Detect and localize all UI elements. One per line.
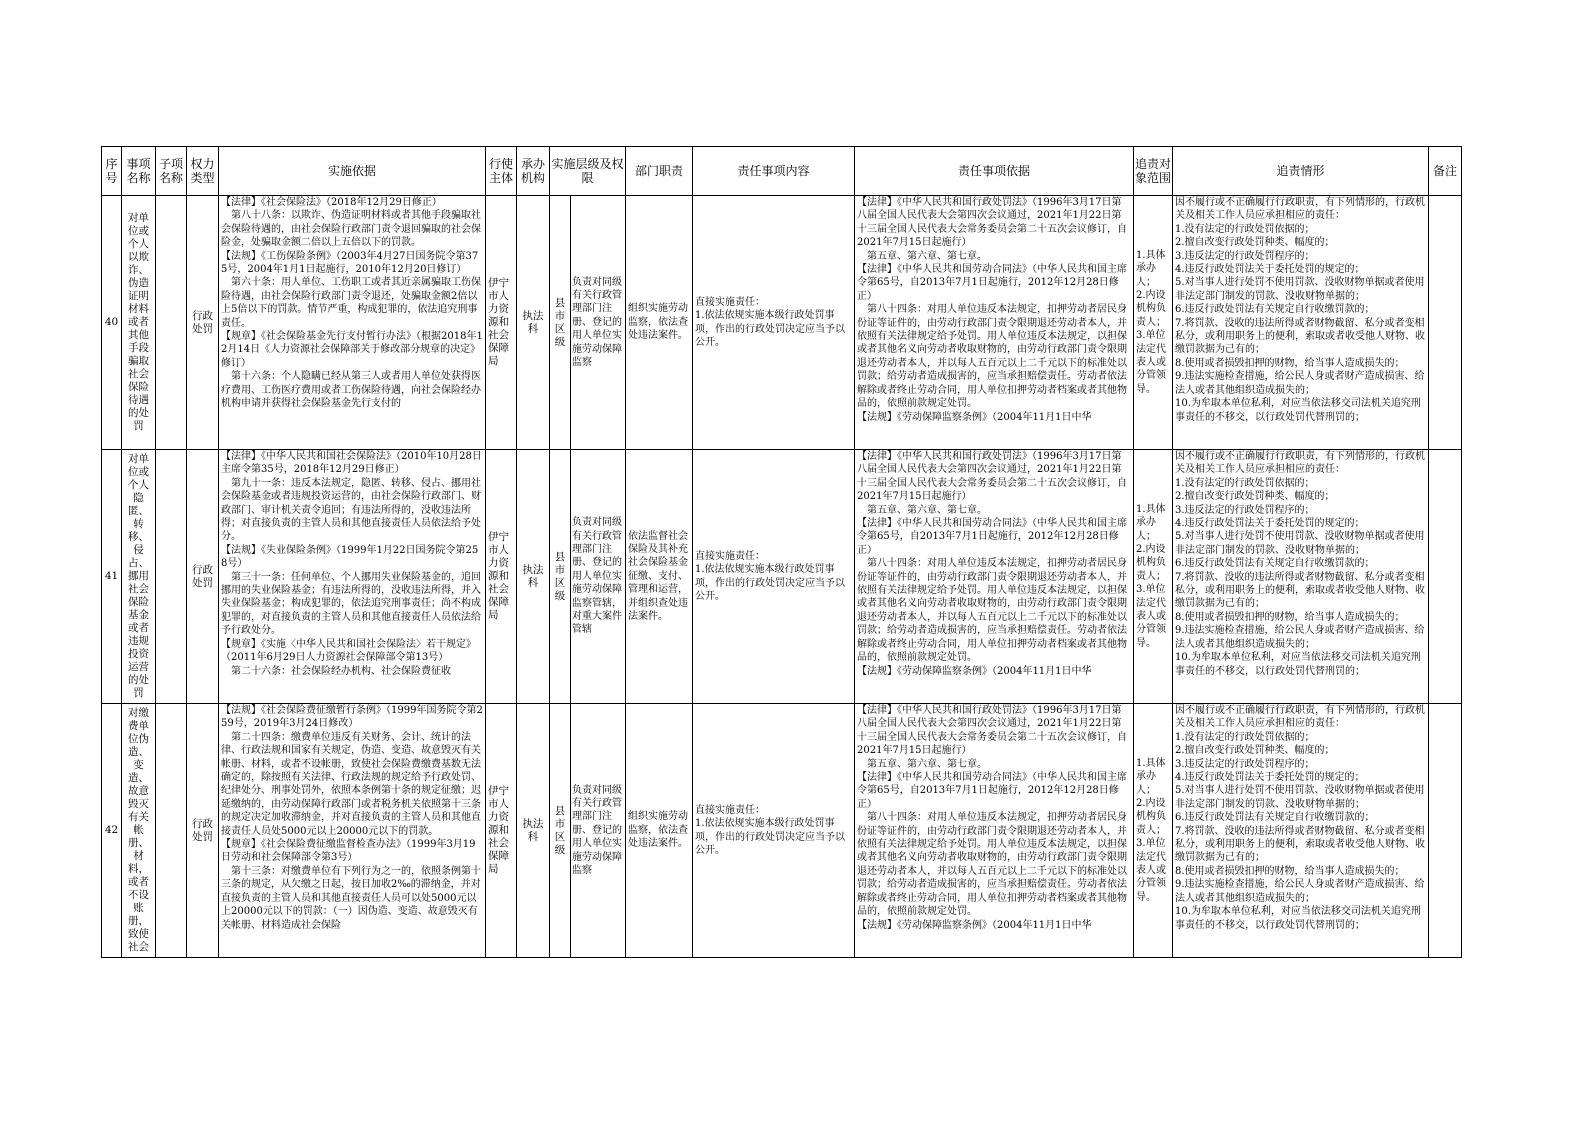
header-row bbox=[102, 147, 1462, 196]
header-cell: 责任事项内容 bbox=[693, 147, 855, 196]
responsibility-basis: 【法律】《中华人民共和国行政处罚法》（1996年3月17日第八届全国人民代表大会第四次会议通过，2021年1月22日第十三届全国人民代表大会常务委员会第二十五次会议修订，自2021年7月15日起施行） 第五章、第六章、第七章。 【法律】《中华人民共和国劳动合同法》（中华人民共和国主席令第65号，自2013年7月1日起施行，2012年12月28日修正） 第八十四条：对用人单位违反本法规定，扣押劳动者居民身份证等证件的，由劳动行政部门责令限期退还劳动者本人，并依照有关法律规定给予处罚。用人单位违反本法规定，以担保或者其他名义向劳动者收取财物的，由劳动行政部门责令限期退还劳动者本人，并以每人五百元以上二千元以下的标准处以罚款；给劳动者造成损害的，应当承担赔偿责任。劳动者依法解除或者终止劳动合同，用人单位扣押劳动者档案或者其他物品的，依照前款规定处罚。 【法规】《劳动保障监察条例》（2004年11月1日中华 bbox=[857, 197, 1127, 423]
handling-agency: 执法科 bbox=[522, 817, 544, 843]
header-cell: 权力类型 bbox=[187, 147, 219, 196]
responsibility-content: 直接实施责任： 1.依法依规实施本级行政处罚事项，作出的行政处罚决定应当予以公开。 bbox=[695, 804, 845, 856]
accountability-situation: 因不履行或不正确履行行政职责，有下列情形的，行政机关及相关工作人员应承担相应的责任： 1.没有法定的行政处罚依据的； 2.擅自改变行政处罚种类、幅度的； 3.违反法定的行政处罚程序的； 4.违反行政处罚法关于委托处罚的规定的； 5.对当事人进行处罚不使用罚款、没收财物单据或者使用非法定部门制发的罚款、没收财物单据的； 6.违反行政处罚法有关规定自行收缴罚款的； 7.将罚款、没收的违法所得或者财物截留、私分或者变相私分，或利用职务上的便利，索取或者收受他人财物、收缴罚款据为己有的； 8.使用或者损毁扣押的财物，给当事人造成损失的； 9.违法实施检查措施，给公民人身或者财产造成损害、给法人或者其他组织造成损失的； 10.为牟取本单位私利，对应当依法移交司法机关追究刑事责任的不移交，以行政处罚代替刑罚的； bbox=[1175, 451, 1425, 677]
responsibility-table bbox=[101, 146, 1462, 958]
header-cell: 备注 bbox=[1429, 147, 1462, 196]
implementation-level: 县市区级 bbox=[554, 804, 566, 856]
level-duty: 负责对同级有关行政管理部门注册、登记的用人单位实施劳动保障监察管辖，对重大案件管辖 bbox=[572, 517, 622, 636]
handling-agency: 执法科 bbox=[522, 309, 544, 335]
header-cell: 追责情形 bbox=[1173, 147, 1429, 196]
remarks bbox=[1429, 450, 1461, 703]
responsibility-basis: 【法律】《中华人民共和国行政处罚法》（1996年3月17日第八届全国人民代表大会第四次会议通过，2021年1月22日第十三届全国人民代表大会常务委员会第二十五次会议修订，自2021年7月15日起施行） 第五章、第六章、第七章。 【法律】《中华人民共和国劳动合同法》（中华人民共和国主席令第65号，自2013年7月1日起施行，2012年12月28日修正） 第八十四条：对用人单位违反本法规定，扣押劳动者居民身份证等证件的，由劳动行政部门责令限期退还劳动者本人，并依照有关法律规定给予处罚。用人单位违反本法规定，以担保或者其他名义向劳动者收取财物的，由劳动行政部门责令限期退还劳动者本人，并以每人五百元以上二千元以下的标准处以罚款；给劳动者造成损害的，应当承担赔偿责任。劳动者依法解除或者终止劳动合同，用人单位扣押劳动者档案或者其他物品的，依照前款规定处罚。 【法规】《劳动保障监察条例》（2004年11月1日中华 bbox=[857, 451, 1127, 677]
power-type: 行政处罚 bbox=[192, 563, 213, 589]
header-cell: 追责对象范围 bbox=[1134, 147, 1173, 196]
table-row bbox=[102, 704, 1462, 958]
item-name: 对单位或个人隐匿、转移、侵占、挪用社会保险基金或者违规投资运营的处罚 bbox=[128, 453, 149, 699]
row-number: 42 bbox=[104, 824, 119, 836]
power-type: 行政处罚 bbox=[192, 309, 213, 335]
department-duty: 依法监督社会保险及其补充社会保险基金征缴、支付、管理和运营，并组织查处违法案件。 bbox=[628, 530, 688, 623]
accountability-target: 1.具体承办人； 2.内设机构负责人； 3.单位法定代表人或分管领导。 bbox=[1136, 503, 1166, 649]
accountability-situation: 因不履行或不正确履行行政职责，有下列情形的，行政机关及相关工作人员应承担相应的责任： 1.没有法定的行政处罚依据的； 2.擅自改变行政处罚种类、幅度的； 3.违反法定的行政处罚程序的； 4.违反行政处罚法关于委托处罚的规定的； 5.对当事人进行处罚不使用罚款、没收财物单据或者使用非法定部门制发的罚款、没收财物单据的； 6.违反行政处罚法有关规定自行收缴罚款的； 7.将罚款、没收的违法所得或者财物截留、私分或者变相私分，或利用职务上的便利，索取或者收受他人财物、收缴罚款据为己有的； 8.使用或者损毁扣押的财物，给当事人造成损失的； 9.违法实施检查措施，给公民人身或者财产造成损害、给法人或者其他组织造成损失的； 10.为牟取本单位私利，对应当依法移交司法机关追究刑事责任的不移交，以行政处罚代替刑罚的； bbox=[1175, 197, 1425, 423]
header-cell: 实施依据 bbox=[219, 147, 486, 196]
header-cell: 事项名称 bbox=[122, 147, 156, 196]
header-cell: 子项名称 bbox=[156, 147, 187, 196]
table-row bbox=[102, 450, 1462, 704]
header-cell: 实施层级及权限 bbox=[550, 147, 626, 196]
item-name: 对缴费单位伪造、变造、故意毁灭有关帐册、材料，或者不设账册，致使社会 bbox=[128, 707, 149, 953]
legal-basis: 【法规】《社会保险费征缴暂行条例》（1999年国务院令第259号，2019年3月24日修改） 第二十四条：缴费单位违反有关财务、会计、统计的法律、行政法规和国家有关规定，伪造、变造、故意毁灭有关帐册、材料，或者不设帐册，致使社会保险费缴费基数无法确定的，除按照有关法律、行政法规的规定给予行政处罚、纪律处分、刑事处罚外，依照本条例第十条的规定征缴；迟延缴纳的，由劳动保障行政部门或者税务机关依照第十三条的规定决定加收滞纳金，并对直接负责的主管人员和其他直接责任人员处5000元以上20000元以下的罚款。 【规章】《社会保险费征缴监督检查办法》（1999年3月19日劳动和社会保障部令第3号） 第十三条：对缴费单位有下列行为之一的，依照条例第十三条的规定，从欠缴之日起，按日加收2‰的滞纳金，并对直接负责的主管人员和其他直接责任人员可以处5000元以上20000元以下的罚款：（一）因伪造、变造、故意毁灭有关帐册、材料造成社会保险 bbox=[221, 705, 483, 931]
accountability-target: 1.具体承办人； 2.内设机构负责人； 3.单位法定代表人或分管领导。 bbox=[1136, 249, 1166, 395]
department-duty: 组织实施劳动监察，依法查处违法案件。 bbox=[628, 303, 688, 342]
exercising-subject: 伊宁市人力资源和社会保障局 bbox=[488, 531, 509, 621]
responsibility-basis: 【法律】《中华人民共和国行政处罚法》（1996年3月17日第八届全国人民代表大会第四次会议通过，2021年1月22日第十三届全国人民代表大会常务委员会第二十五次会议修订，自2021年7月15日起施行） 第五章、第六章、第七章。 【法律】《中华人民共和国劳动合同法》（中华人民共和国主席令第65号，自2013年7月1日起施行，2012年12月28日修正） 第八十四条：对用人单位违反本法规定，扣押劳动者居民身份证等证件的，由劳动行政部门责令限期退还劳动者本人，并依照有关法律规定给予处罚。用人单位违反本法规定，以担保或者其他名义向劳动者收取财物的，由劳动行政部门责令限期退还劳动者本人，并以每人五百元以上二千元以下的标准处以罚款；给劳动者造成损害的，应当承担赔偿责任。劳动者依法解除或者终止劳动合同，用人单位扣押劳动者档案或者其他物品的，依照前款规定处罚。 【法规】《劳动保障监察条例》（2004年11月1日中华 bbox=[857, 705, 1127, 931]
implementation-level: 县市区级 bbox=[554, 296, 566, 348]
row-number: 41 bbox=[104, 570, 119, 582]
accountability-target: 1.具体承办人； 2.内设机构负责人； 3.单位法定代表人或分管领导。 bbox=[1136, 757, 1166, 903]
item-name: 对单位或个人以欺诈、伪造证明材料或者其他手段骗取社会保险待遇的处罚 bbox=[128, 212, 149, 432]
department-duty: 组织实施劳动监察，依法查处违法案件。 bbox=[628, 811, 688, 850]
exercising-subject: 伊宁市人力资源和社会保障局 bbox=[488, 785, 509, 875]
remarks bbox=[1429, 196, 1461, 449]
table-row bbox=[102, 196, 1462, 450]
level-duty: 负责对同级有关行政管理部门注册、登记的用人单位实施劳动保障监察 bbox=[572, 784, 622, 877]
responsibility-content: 直接实施责任： 1.依法依规实施本级行政处罚事项，作出的行政处罚决定应当予以公开。 bbox=[695, 296, 845, 348]
legal-basis: 【法律】《中华人民共和国社会保险法》（2010年10月28日主席令第35号，2018年12月29日修正） 第九十一条：违反本法规定，隐匿、转移、侵占、挪用社会保险基金或者违规投资运营的，由社会保险行政部门、财政部门、审计机关责令追回；有违法所得的，没收违法所得；对直接负责的主管人员和其他直接责任人员依法给予处分。 【法规】《失业保险条例》（1999年1月22日国务院令第258号） 第三十一条：任何单位、个人挪用失业保险基金的，追回挪用的失业保险基金；有违法所得的，没收违法所得，并入失业保险基金；构成犯罪的，依法追究刑事责任；尚不构成犯罪的，对直接负责的主管人员和其他直接责任人员依法给予行政处分。 【规章】《实施〈中华人民共和国社会保险法〉若干规定》（2011年6月29日人力资源社会保障部令第13号） 第二十六条：社会保险经办机构、社会保险费征收 bbox=[221, 451, 482, 677]
accountability-situation: 因不履行或不正确履行行政职责，有下列情形的，行政机关及相关工作人员应承担相应的责任： 1.没有法定的行政处罚依据的； 2.擅自改变行政处罚种类、幅度的； 3.违反法定的行政处罚程序的； 4.违反行政处罚法关于委托处罚的规定的； 5.对当事人进行处罚不使用罚款、没收财物单据或者使用非法定部门制发的罚款、没收财物单据的； 6.违反行政处罚法有关规定自行收缴罚款的； 7.将罚款、没收的违法所得或者财物截留、私分或者变相私分，或利用职务上的便利，索取或者收受他人财物、收缴罚款据为己有的； 8.使用或者损毁扣押的财物，给当事人造成损失的； 9.违法实施检查措施，给公民人身或者财产造成损害、给法人或者其他组织造成损失的； 10.为牟取本单位私利，对应当依法移交司法机关追究刑事责任的不移交，以行政处罚代替刑罚的； bbox=[1175, 705, 1425, 931]
header-cell: 承办机构 bbox=[517, 147, 550, 196]
remarks bbox=[1429, 704, 1461, 957]
responsibility-content: 直接实施责任： 1.依法依规实施本级行政处罚事项，作出的行政处罚决定应当予以公开。 bbox=[695, 550, 845, 602]
header-cell: 部门职责 bbox=[626, 147, 693, 196]
header-cell: 行使主体 bbox=[486, 147, 517, 196]
row-number: 40 bbox=[104, 316, 119, 328]
header-cell: 序号 bbox=[102, 147, 122, 196]
legal-basis: 【法律】《社会保险法》（2018年12月29日修正） 第八十八条：以欺诈、伪造证明材料或者其他手段骗取社会保险待遇的，由社会保险行政部门责令退回骗取的社会保险金，处骗取金额二倍以上五倍以下的罚款。 【法规】《工伤保险条例》（2003年4月27日国务院令第375号，2004年1月1日起施行，2010年12月20日修订） 第六十条：用人单位、工伤职工或者其近亲属骗取工伤保险待遇，由社会保险行政部门责令退还，处骗取金额2倍以上5倍以下的罚款。情节严重，构成犯罪的，依法追究刑事责任。 【规章】《社会保险基金先行支付暂行办法》（根据2018年12月14日《人力资源社会保障部关于修改部分规章的决定》修订） 第十六条：个人隐瞒已经从第三人或者用人单位处获得医疗费用、工伤医疗费用或者工伤保险待遇，向社会保险经办机构申请并获得社会保险基金先行支付的 bbox=[221, 197, 483, 410]
power-type: 行政处罚 bbox=[192, 817, 213, 843]
exercising-subject: 伊宁市人力资源和社会保障局 bbox=[488, 277, 509, 367]
handling-agency: 执法科 bbox=[522, 563, 544, 589]
header-cell: 责任事项依据 bbox=[855, 147, 1134, 196]
level-duty: 负责对同级有关行政管理部门注册、登记的用人单位实施劳动保障监察 bbox=[572, 276, 622, 369]
implementation-level: 县市区级 bbox=[554, 550, 566, 602]
